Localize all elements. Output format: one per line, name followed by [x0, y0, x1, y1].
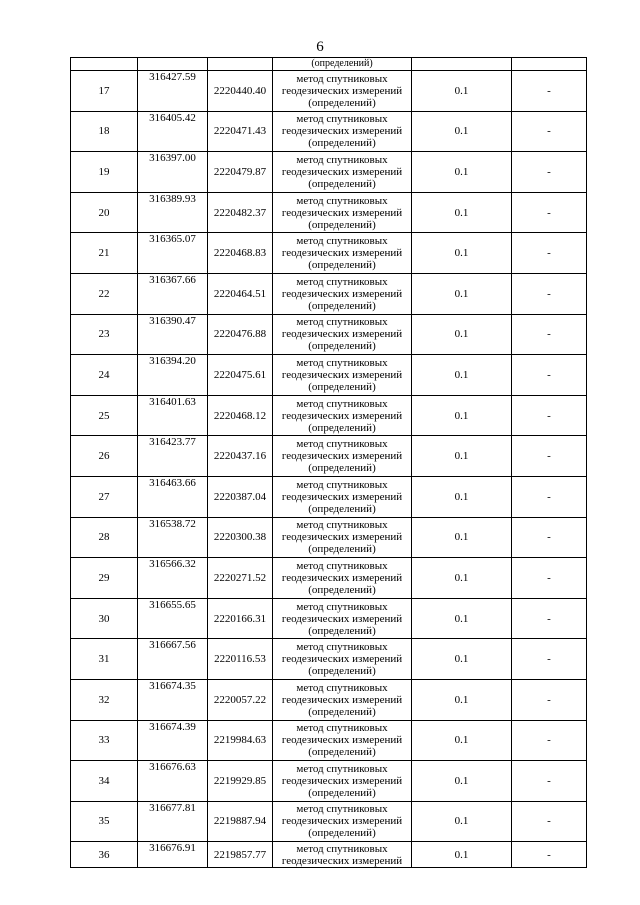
cell-method: [273, 273, 412, 314]
cell-y-coordinate: 2220116.53: [208, 639, 273, 680]
cell-extra: -: [512, 192, 587, 233]
cell-x-coordinate: 316427.59: [138, 71, 208, 112]
table-row: [71, 598, 587, 639]
method-line: (определений): [308, 583, 376, 596]
method-line: метод спутниковых: [296, 113, 388, 126]
cell-num: [71, 58, 138, 71]
cell-point-number: 19: [71, 152, 138, 193]
cell-y-coordinate: 2220271.52: [208, 558, 273, 599]
cell-extra: [512, 58, 587, 71]
cell-y-coordinate: 2219857.77: [208, 842, 273, 868]
cell-x-coordinate: 316538.72: [138, 517, 208, 558]
cell-method: [273, 152, 412, 193]
table-row: [71, 436, 587, 477]
cell-accuracy: 0.1: [412, 111, 512, 152]
cell-extra: -: [512, 720, 587, 761]
cell-y-coordinate: 2219984.63: [208, 720, 273, 761]
cell-method: [273, 639, 412, 680]
coordinates-table-body: [71, 58, 587, 868]
cell-y: [208, 58, 273, 71]
cell-point-number: 35: [71, 801, 138, 842]
method-line: (определений): [308, 543, 376, 556]
method-line: геодезических измерений: [281, 693, 403, 706]
cell-point-number: 30: [71, 598, 138, 639]
method-line: геодезических измерений: [281, 84, 403, 97]
method-line: геодезических измерений: [281, 653, 403, 666]
table-row: [71, 842, 587, 868]
cell-x-coordinate: 316423.77: [138, 436, 208, 477]
cell-x-coordinate: 316367.66: [138, 273, 208, 314]
method-line: метод спутниковых: [296, 722, 388, 735]
cell-method: [273, 517, 412, 558]
cell-extra: -: [512, 679, 587, 720]
table-row: [71, 314, 587, 355]
method-line: геодезических измерений: [281, 409, 403, 422]
cell-x-coordinate: 316405.42: [138, 111, 208, 152]
cell-accuracy: 0.1: [412, 842, 512, 868]
cell-y-coordinate: 2220471.43: [208, 111, 273, 152]
cell-accuracy: 0.1: [412, 558, 512, 599]
cell-method: [273, 355, 412, 396]
method-line: метод спутниковых: [296, 275, 388, 288]
method-line: геодезических измерений: [281, 165, 403, 178]
cell-accuracy: 0.1: [412, 436, 512, 477]
cell-point-number: 26: [71, 436, 138, 477]
method-line: метод спутниковых: [296, 519, 388, 532]
cell-extra: -: [512, 842, 587, 868]
method-line: (определений): [308, 462, 376, 475]
cell-x-coordinate: 316566.32: [138, 558, 208, 599]
cell-x-coordinate: 316463.66: [138, 476, 208, 517]
cell-y-coordinate: 2219887.94: [208, 801, 273, 842]
cell-point-number: 18: [71, 111, 138, 152]
cell-accuracy: 0.1: [412, 395, 512, 436]
cell-x-coordinate: 316655.65: [138, 598, 208, 639]
cell-accuracy: 0.1: [412, 314, 512, 355]
table-row: [71, 476, 587, 517]
cell-extra: -: [512, 233, 587, 274]
cell-y-coordinate: 2220482.37: [208, 192, 273, 233]
cell-y-coordinate: 2220468.83: [208, 233, 273, 274]
method-line: (определений): [308, 137, 376, 150]
cell-method: [273, 801, 412, 842]
cell-method: [273, 314, 412, 355]
method-line: (определений): [308, 665, 376, 678]
cell-x-coordinate: 316394.20: [138, 355, 208, 396]
table-row: [71, 558, 587, 599]
method-line: геодезических измерений: [281, 287, 403, 300]
table-row: [71, 679, 587, 720]
cell-x-coordinate: 316401.63: [138, 395, 208, 436]
cell-accuracy: 0.1: [412, 273, 512, 314]
cell-accuracy: 0.1: [412, 192, 512, 233]
table-row: [71, 152, 587, 193]
table-row: [71, 395, 587, 436]
method-line: метод спутниковых: [296, 438, 388, 451]
cell-x-coordinate: 316397.00: [138, 152, 208, 193]
cell-accuracy: 0.1: [412, 355, 512, 396]
cell-accuracy: 0.1: [412, 761, 512, 802]
method-line: метод спутниковых: [296, 316, 388, 329]
cell-y-coordinate: 2220300.38: [208, 517, 273, 558]
coordinates-table: [70, 57, 587, 868]
table-row: [71, 720, 587, 761]
cell-point-number: 28: [71, 517, 138, 558]
method-line: (определений): [308, 380, 376, 393]
method-line: геодезических измерений: [281, 571, 403, 584]
cell-y-coordinate: 2220387.04: [208, 476, 273, 517]
cell-method: [273, 192, 412, 233]
method-line: (определений): [308, 705, 376, 718]
method-line: метод спутниковых: [296, 194, 388, 207]
method-line: геодезических измерений: [281, 125, 403, 138]
method-line: (определений): [308, 259, 376, 272]
cell-x-coordinate: 316389.93: [138, 192, 208, 233]
method-line: метод спутниковых: [296, 762, 388, 775]
cell-point-number: 23: [71, 314, 138, 355]
method-line: геодезических измерений: [281, 734, 403, 747]
cell-y-coordinate: 2220479.87: [208, 152, 273, 193]
cell-method: [273, 842, 412, 868]
cell-extra: -: [512, 761, 587, 802]
cell-method: [273, 761, 412, 802]
cell-y-coordinate: 2220166.31: [208, 598, 273, 639]
cell-y-coordinate: 2220475.61: [208, 355, 273, 396]
method-line: метод спутниковых: [296, 478, 388, 491]
cell-accuracy: 0.1: [412, 720, 512, 761]
cell-x-coordinate: 316676.63: [138, 761, 208, 802]
cell-point-number: 17: [71, 71, 138, 112]
cell-extra: -: [512, 436, 587, 477]
method-line: геодезических измерений: [281, 531, 403, 544]
cell-y-coordinate: 2220464.51: [208, 273, 273, 314]
method-line: геодезических измерений: [281, 490, 403, 503]
method-line: геодезических измерений: [281, 612, 403, 625]
cell-point-number: 29: [71, 558, 138, 599]
cell-point-number: 21: [71, 233, 138, 274]
cell-extra: -: [512, 152, 587, 193]
cell-x-coordinate: 316674.35: [138, 679, 208, 720]
table-row: [71, 801, 587, 842]
cell-method: [273, 395, 412, 436]
table-row: [71, 355, 587, 396]
cell-y-coordinate: 2220057.22: [208, 679, 273, 720]
cell-method: [273, 558, 412, 599]
cell-extra: -: [512, 71, 587, 112]
cell-accuracy: 0.1: [412, 233, 512, 274]
cell-accuracy: 0.1: [412, 517, 512, 558]
cell-accuracy: 0.1: [412, 71, 512, 112]
cell-y-coordinate: 2219929.85: [208, 761, 273, 802]
cell-method: [273, 679, 412, 720]
cell-method: [273, 436, 412, 477]
method-line: метод спутниковых: [296, 842, 388, 855]
table-row: [71, 233, 587, 274]
cell-method: [273, 720, 412, 761]
method-line: метод спутниковых: [296, 803, 388, 816]
cell-point-number: 32: [71, 679, 138, 720]
method-line: метод спутниковых: [296, 681, 388, 694]
method-line: метод спутниковых: [296, 641, 388, 654]
continuation-row: [71, 58, 587, 71]
method-line: (определений): [308, 340, 376, 353]
cell-x-coordinate: 316677.81: [138, 801, 208, 842]
method-line: (определений): [308, 421, 376, 434]
cell-method: [273, 598, 412, 639]
cell-method: [273, 476, 412, 517]
cell-accuracy: 0.1: [412, 639, 512, 680]
method-line: (определений): [308, 299, 376, 312]
table-row: [71, 273, 587, 314]
cell-point-number: 33: [71, 720, 138, 761]
cell-point-number: 24: [71, 355, 138, 396]
cell-point-number: 20: [71, 192, 138, 233]
method-line: метод спутниковых: [296, 356, 388, 369]
cell-x-coordinate: 316390.47: [138, 314, 208, 355]
cell-method: [273, 111, 412, 152]
method-line: геодезических измерений: [281, 815, 403, 828]
cell-extra: -: [512, 517, 587, 558]
table-row: [71, 761, 587, 802]
method-line: метод спутниковых: [296, 600, 388, 613]
method-line: метод спутниковых: [296, 235, 388, 248]
cell-method-continuation: (определений): [273, 58, 412, 71]
cell-accuracy: 0.1: [412, 679, 512, 720]
cell-y-coordinate: 2220440.40: [208, 71, 273, 112]
method-line: (определений): [308, 177, 376, 190]
table-row: [71, 192, 587, 233]
method-line: метод спутниковых: [296, 72, 388, 85]
cell-extra: -: [512, 801, 587, 842]
method-line: геодезических измерений: [281, 774, 403, 787]
table-row: [71, 639, 587, 680]
method-line: геодезических измерений: [281, 247, 403, 260]
cell-x: [138, 58, 208, 71]
method-line: (определений): [308, 624, 376, 637]
method-line: метод спутниковых: [296, 559, 388, 572]
cell-method: [273, 233, 412, 274]
cell-extra: -: [512, 639, 587, 680]
table-row: [71, 71, 587, 112]
method-line: геодезических измерений: [281, 328, 403, 341]
cell-point-number: 36: [71, 842, 138, 868]
method-line: геодезических измерений: [281, 206, 403, 219]
cell-point-number: 27: [71, 476, 138, 517]
cell-accuracy: 0.1: [412, 801, 512, 842]
method-line: (определений): [308, 502, 376, 515]
method-line: (определений): [308, 218, 376, 231]
cell-extra: -: [512, 395, 587, 436]
method-line: метод спутниковых: [296, 153, 388, 166]
cell-y-coordinate: 2220468.12: [208, 395, 273, 436]
cell-extra: -: [512, 355, 587, 396]
cell-accuracy: 0.1: [412, 152, 512, 193]
cell-extra: -: [512, 111, 587, 152]
cell-y-coordinate: 2220476.88: [208, 314, 273, 355]
cell-x-coordinate: 316365.07: [138, 233, 208, 274]
cell-x-coordinate: 316676.91: [138, 842, 208, 868]
cell-accuracy: [412, 58, 512, 71]
cell-point-number: 22: [71, 273, 138, 314]
cell-x-coordinate: 316667.56: [138, 639, 208, 680]
cell-accuracy: 0.1: [412, 476, 512, 517]
cell-point-number: 31: [71, 639, 138, 680]
cell-point-number: 25: [71, 395, 138, 436]
method-line: (определений): [308, 746, 376, 759]
method-line: геодезических измерений: [281, 368, 403, 381]
cell-extra: -: [512, 598, 587, 639]
method-line: метод спутниковых: [296, 397, 388, 410]
cell-extra: -: [512, 314, 587, 355]
cell-accuracy: 0.1: [412, 598, 512, 639]
method-line: (определений): [308, 786, 376, 799]
cell-point-number: 34: [71, 761, 138, 802]
cell-extra: -: [512, 558, 587, 599]
cell-method: [273, 71, 412, 112]
table-row: [71, 517, 587, 558]
cell-x-coordinate: 316674.39: [138, 720, 208, 761]
cell-extra: -: [512, 476, 587, 517]
method-line: геодезических измерений: [281, 450, 403, 463]
method-line: (определений): [308, 827, 376, 840]
method-line: геодезических измерений: [281, 854, 403, 867]
table-row: [71, 111, 587, 152]
cell-y-coordinate: 2220437.16: [208, 436, 273, 477]
page-number: 6: [316, 39, 324, 55]
method-line: (определений): [308, 96, 376, 109]
cell-extra: -: [512, 273, 587, 314]
